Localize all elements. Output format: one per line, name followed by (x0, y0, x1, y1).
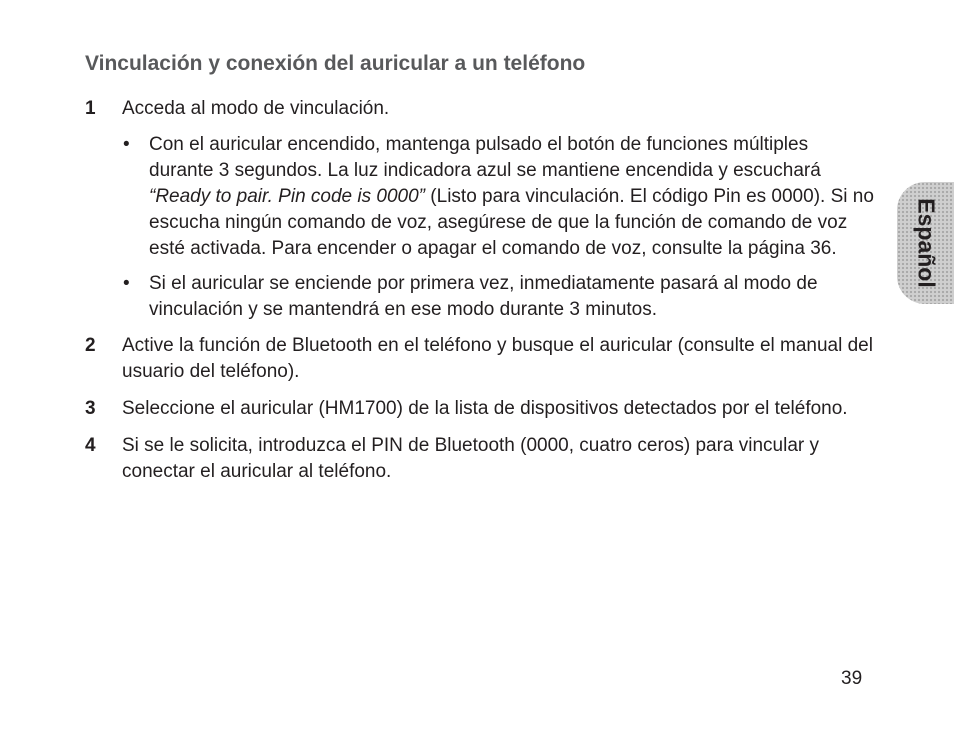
section-heading: Vinculación y conexión del auricular a un teléfono (85, 52, 586, 75)
bullet-list (117, 132, 875, 323)
step-3 (85, 396, 875, 422)
step-number: 2 (85, 335, 96, 356)
step-text: Acceda al modo de vinculación. (122, 98, 390, 119)
language-tab (897, 182, 954, 304)
voice-prompt-quote: “Ready to pair. Pin code is 0000” (149, 186, 426, 207)
bullet-item (117, 132, 875, 262)
language-tab-label: Español (913, 198, 939, 288)
bullet-mark: • (123, 134, 130, 155)
step-text: Seleccione el auricular (HM1700) de la lista de dispositivos detectados por el teléfono. (122, 398, 848, 419)
steps-list (85, 96, 875, 485)
bullet-mark: • (123, 273, 130, 294)
step-number: 3 (85, 398, 96, 419)
page-number: 39 (841, 668, 863, 689)
step-2 (85, 333, 875, 385)
bullet-text-after: (Listo para vinculación. El código Pin es 0000). Si no escucha ningún comando de voz, asegúrese de que la función de comando de voz esté activada. Para encender o apagar el comando de voz, consulte la página 36. (149, 186, 874, 259)
step-1 (85, 96, 875, 323)
bullet-text: Si el auricular se enciende por primera vez, inmediatamente pasará al modo de vinculación y se mantendrá en ese modo durante 3 minutos. (149, 273, 818, 320)
bullet-text (149, 132, 875, 262)
step-number: 1 (85, 98, 96, 119)
step-number: 4 (85, 435, 96, 456)
bullet-text-before: Con el auricular encendido, mantenga pulsado el botón de funciones múltiples durante 3 segundos. La luz indicadora azul se mantiene encendida y escuchará (149, 134, 821, 181)
step-text: Active la función de Bluetooth en el teléfono y busque el auricular (consulte el manual del usuario del teléfono). (122, 335, 873, 382)
bullet-item (117, 271, 875, 323)
step-4 (85, 433, 875, 485)
step-text: Si se le solicita, introduzca el PIN de Bluetooth (0000, cuatro ceros) para vincular y conectar el auricular al teléfono. (122, 435, 820, 482)
